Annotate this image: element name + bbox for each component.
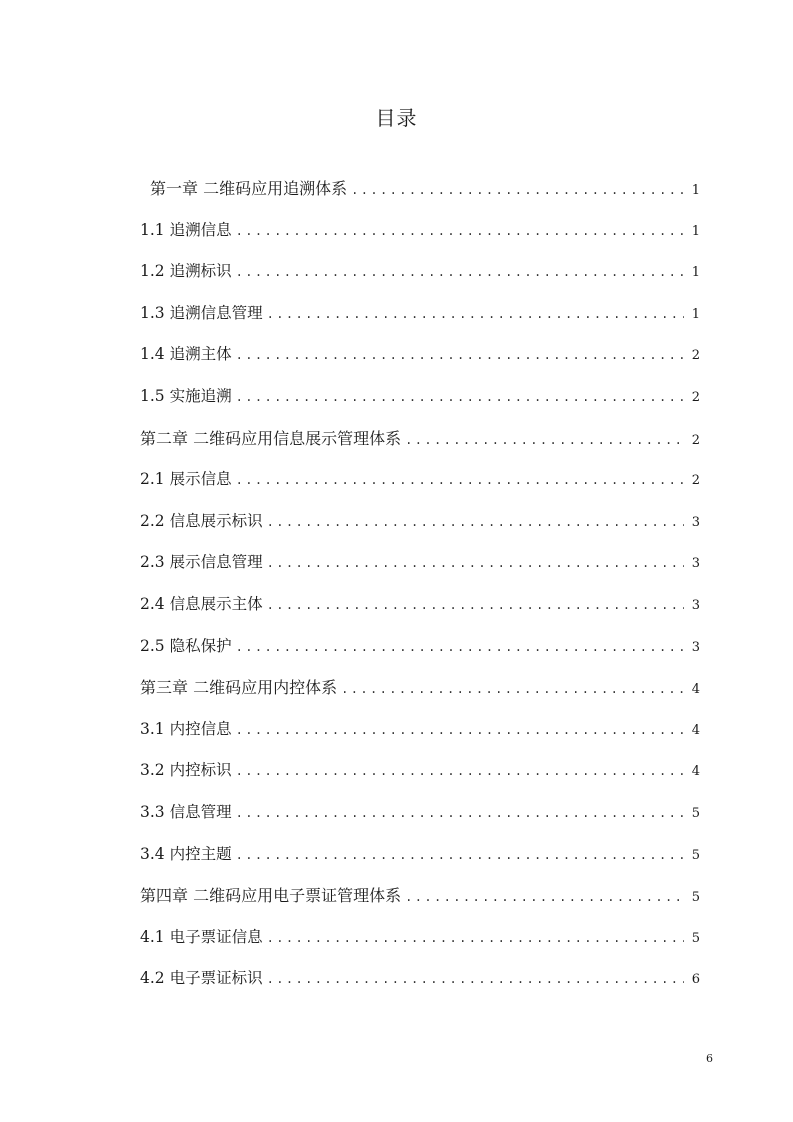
toc-dot-leader — [341, 669, 684, 711]
toc-entry-label: 3.2 内控标识 — [140, 761, 232, 780]
toc-entry-label: 3.4 内控主题 — [140, 844, 232, 863]
toc-entry-label: 3.3 信息管理 — [140, 802, 232, 821]
toc-dot-leader — [405, 420, 684, 462]
toc-entry-label: 4.1 电子票证信息 — [140, 927, 263, 946]
toc-entry-label: 2.2 信息展示标识 — [140, 511, 263, 530]
toc-entry-label: 2.5 隐私保护 — [140, 636, 232, 655]
toc-dot-leader — [405, 877, 684, 919]
toc-dot-leader — [236, 377, 684, 419]
toc-dot-leader — [236, 335, 684, 377]
toc-section-entry[interactable] — [140, 958, 700, 1000]
table-of-contents — [140, 168, 700, 1000]
toc-entry-label: 1.4 追溯主体 — [140, 345, 232, 364]
toc-section-entry[interactable] — [140, 210, 700, 252]
toc-entry-page: 5 — [691, 805, 700, 821]
toc-entry-label: 2.3 展示信息管理 — [140, 553, 263, 572]
toc-section-entry[interactable] — [140, 709, 700, 751]
toc-dot-leader — [236, 710, 684, 752]
toc-entry-label: 第三章 二维码应用内控体系 — [140, 678, 338, 698]
toc-entry-page: 2 — [691, 473, 700, 489]
toc-section-entry[interactable] — [140, 334, 700, 376]
toc-entry-page: 2 — [691, 348, 700, 364]
toc-entry-label: 1.3 追溯信息管理 — [140, 303, 263, 322]
toc-dot-leader — [236, 751, 684, 793]
toc-entry-label: 4.2 电子票证标识 — [140, 969, 263, 988]
page-number: 6 — [706, 1052, 713, 1065]
toc-section-entry[interactable] — [140, 376, 700, 418]
toc-entry-page: 4 — [691, 722, 700, 738]
toc-entry-label: 第二章 二维码应用信息展示管理体系 — [140, 428, 402, 448]
toc-dot-leader — [267, 294, 684, 336]
toc-chapter-entry[interactable] — [140, 875, 700, 917]
toc-chapter-entry[interactable] — [140, 418, 700, 460]
toc-entry-page: 1 — [691, 223, 700, 239]
toc-section-entry[interactable] — [140, 750, 700, 792]
toc-entry-page: 3 — [691, 639, 700, 655]
toc-dot-leader — [236, 252, 684, 294]
toc-dot-leader — [236, 460, 684, 502]
toc-dot-leader — [236, 627, 684, 669]
toc-entry-label: 第一章 二维码应用追溯体系 — [150, 179, 348, 198]
toc-dot-leader — [236, 211, 684, 253]
toc-entry-page: 3 — [691, 556, 700, 572]
toc-entry-page: 1 — [691, 183, 700, 198]
toc-entry-page: 5 — [691, 847, 700, 863]
toc-entry-label: 3.1 内控信息 — [140, 719, 232, 738]
toc-dot-leader — [267, 959, 684, 1001]
toc-entry-label: 2.4 信息展示主体 — [140, 594, 263, 613]
toc-entry-page: 3 — [691, 514, 700, 530]
toc-entry-label: 第四章 二维码应用电子票证管理体系 — [140, 886, 402, 906]
toc-section-entry[interactable] — [140, 293, 700, 335]
toc-chapter-entry[interactable] — [140, 667, 700, 709]
toc-section-entry[interactable] — [140, 834, 700, 876]
toc-entry-page: 1 — [691, 265, 700, 281]
toc-dot-leader — [267, 543, 684, 585]
toc-section-entry[interactable] — [140, 542, 700, 584]
toc-section-entry[interactable] — [140, 584, 700, 626]
toc-entry-page: 2 — [691, 389, 700, 405]
toc-section-entry[interactable] — [140, 917, 700, 959]
toc-entry-page: 3 — [691, 597, 700, 613]
toc-dot-leader — [267, 918, 684, 960]
toc-section-entry[interactable] — [140, 626, 700, 668]
toc-entry-label: 1.2 追溯标识 — [140, 262, 232, 281]
toc-dot-leader — [267, 585, 684, 627]
toc-entry-page: 4 — [691, 682, 700, 698]
toc-entry-page: 2 — [691, 432, 700, 448]
toc-entry-label: 1.1 追溯信息 — [140, 220, 232, 239]
toc-entry-page: 4 — [691, 764, 700, 780]
toc-section-entry[interactable] — [140, 251, 700, 293]
page-title: 目录 — [375, 106, 418, 130]
toc-section-entry[interactable] — [140, 501, 700, 543]
toc-entry-label: 1.5 实施追溯 — [140, 386, 232, 405]
toc-section-entry[interactable] — [140, 792, 700, 834]
toc-chapter-entry[interactable] — [140, 168, 700, 210]
toc-entry-page: 5 — [691, 890, 700, 906]
toc-dot-leader — [236, 793, 684, 835]
toc-dot-leader — [236, 835, 684, 877]
toc-dot-leader — [267, 502, 684, 544]
toc-section-entry[interactable] — [140, 459, 700, 501]
toc-entry-page: 1 — [691, 306, 700, 322]
toc-entry-page: 5 — [691, 930, 700, 946]
toc-dot-leader — [351, 170, 684, 212]
toc-entry-page: 6 — [691, 972, 700, 988]
toc-entry-label: 2.1 展示信息 — [140, 470, 232, 489]
